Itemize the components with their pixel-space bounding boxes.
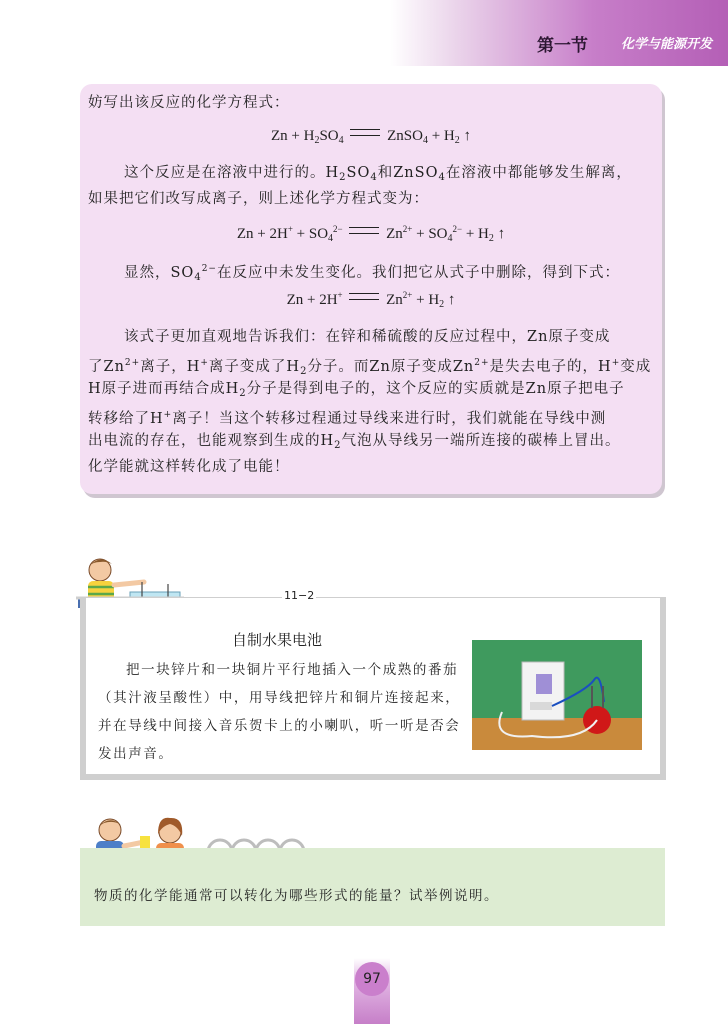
- intro-line: 妨写出该反应的化学方程式：: [88, 95, 290, 111]
- paragraph-1-line-2: 如果把它们改写成离子，则上述化学方程式变为：: [88, 191, 429, 207]
- question-text: 物质的化学能通常可以转化为哪些形式的能量？试举例说明。: [94, 888, 499, 904]
- paragraph-3-line-4: 转移给了H+离子！当这个转移过程通过导线来进行时，我们就能在导线中测: [88, 410, 607, 427]
- equals-sign: [349, 227, 379, 234]
- equation-3: Zn + 2H+ $Zn^{2+} + H_2$ ↑: [286, 290, 456, 310]
- fruit-battery-photo: [472, 640, 642, 750]
- equation-1: $Zn + H_2SO_4$ ZnSO$_4$ + $H_2$ ↑: [270, 128, 472, 146]
- paragraph-3-line-6: 化学能就这样转化成了电能！: [88, 459, 290, 475]
- paragraph-3-line-2: 了$Zn^{2+}$离子，H+离子变成了$H_2$分子。而Zn原子变成$Zn^{2+}$是失去电子的，H+变成: [88, 358, 652, 377]
- paragraph-3-line-5: 出电流的存在，也能观察到生成的$H_2$气泡从导线另一端所连接的碳棒上冒出。: [88, 433, 621, 451]
- equals-sign: [350, 129, 380, 136]
- paragraph-3-line-1: 该式子更加直观地告诉我们：在锌和稀硫酸的反应过程中，Zn原子变成: [124, 329, 611, 345]
- activity-title: 自制水果电池: [232, 631, 323, 649]
- activity-number: 11−2: [284, 589, 315, 602]
- section-title: 化学与能源开发: [620, 37, 712, 52]
- activity-text: 把一块锌片和一块铜片平行地插入一个成熟的番茄（其汁液呈酸性）中，用导线把锌片和铜片连接起来，并在导线中间接入音乐贺卡上的小喇叭，听一听是否会发出声音。: [98, 662, 461, 762]
- paragraph-2: 显然，$SO_4^{2-}$在反应中未发生变化。我们把它从式子中删除，得到下式：: [124, 264, 620, 283]
- content-panel: [80, 84, 662, 494]
- paragraph-1-line-1: 这个反应是在溶液中进行的。$H_2SO_4$和ZnSO$_4$在溶液中都能够发生解离，: [124, 165, 632, 183]
- page-number: 97: [355, 962, 389, 996]
- page-header: [390, 0, 728, 66]
- equals-sign: [349, 293, 379, 300]
- equation-2: $Zn + 2H^+ + SO_4^{2-}$ $Zn^{2+} + SO_4^{2-} + H_2$ ↑: [236, 224, 506, 244]
- section-label: 第一节: [537, 36, 588, 56]
- paragraph-3-line-3: H原子进而再结合成$H_2$分子是得到电子的，这个反应的实质就是Zn原子把电子: [88, 381, 625, 399]
